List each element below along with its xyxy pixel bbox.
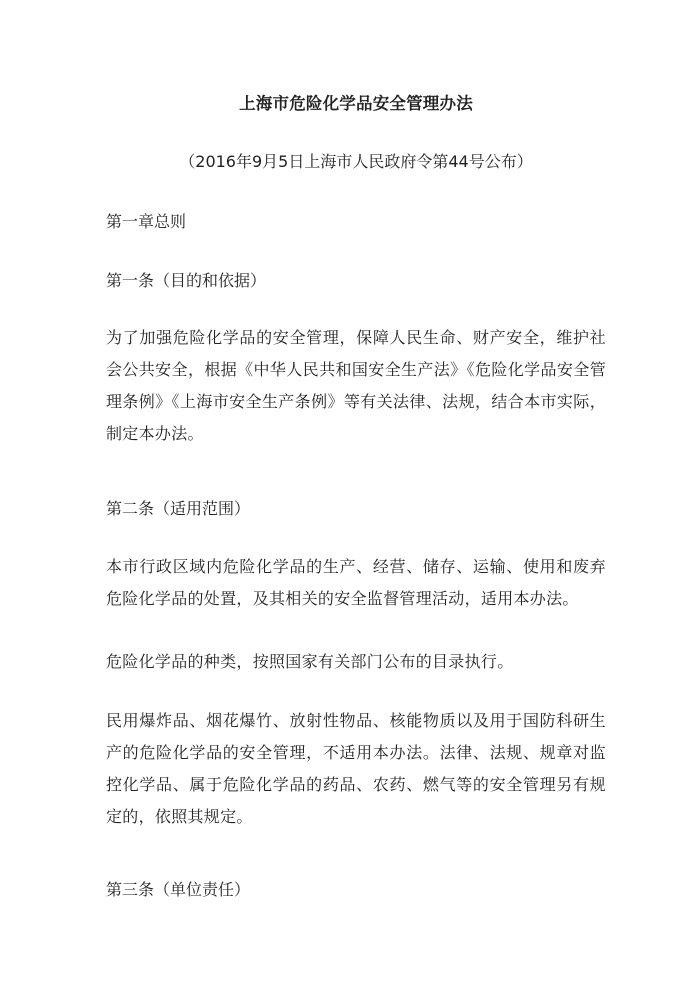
article-2-paragraph-3: 民用爆炸品、烟花爆竹、放射性物品、核能物质以及用于国防科研生产的危险化学品的安全管理，不适用本办法。法律、法规、规章对监控化学品、属于危险化学品的药品、农药、燃气等的安全管理另有规定的，依照其规定。: [106, 711, 606, 826]
article-3-heading: 第三条（单位责任）: [106, 880, 251, 899]
chapter-heading: 第一章总则: [106, 212, 187, 231]
document-subtitle: （2016年9月5日上海市人民政府令第44号公布）: [179, 152, 533, 171]
document-page: [106, 0, 606, 990]
article-2-paragraph-2: 危险化学品的种类，按照国家有关部门公布的目录执行。: [106, 652, 514, 671]
article-2-paragraph-1: 本市行政区域内危险化学品的生产、经营、储存、运输、使用和废弃危险化学品的处置，及其相关的安全监督管理活动，适用本办法。: [106, 557, 606, 608]
article-2-heading: 第二条（适用范围）: [106, 499, 251, 518]
article-1-paragraph: 为了加强危险化学品的安全管理，保障人民生命、财产安全，维护社会公共安全，根据《中华人民共和国安全生产法》《危险化学品安全管理条例》《上海市安全生产条例》等有关法律、法规，结合本市实际，制定本办法。: [106, 328, 606, 443]
article-1-heading: 第一条（目的和依据）: [106, 271, 267, 290]
document-title: 上海市危险化学品安全管理办法: [239, 94, 473, 113]
